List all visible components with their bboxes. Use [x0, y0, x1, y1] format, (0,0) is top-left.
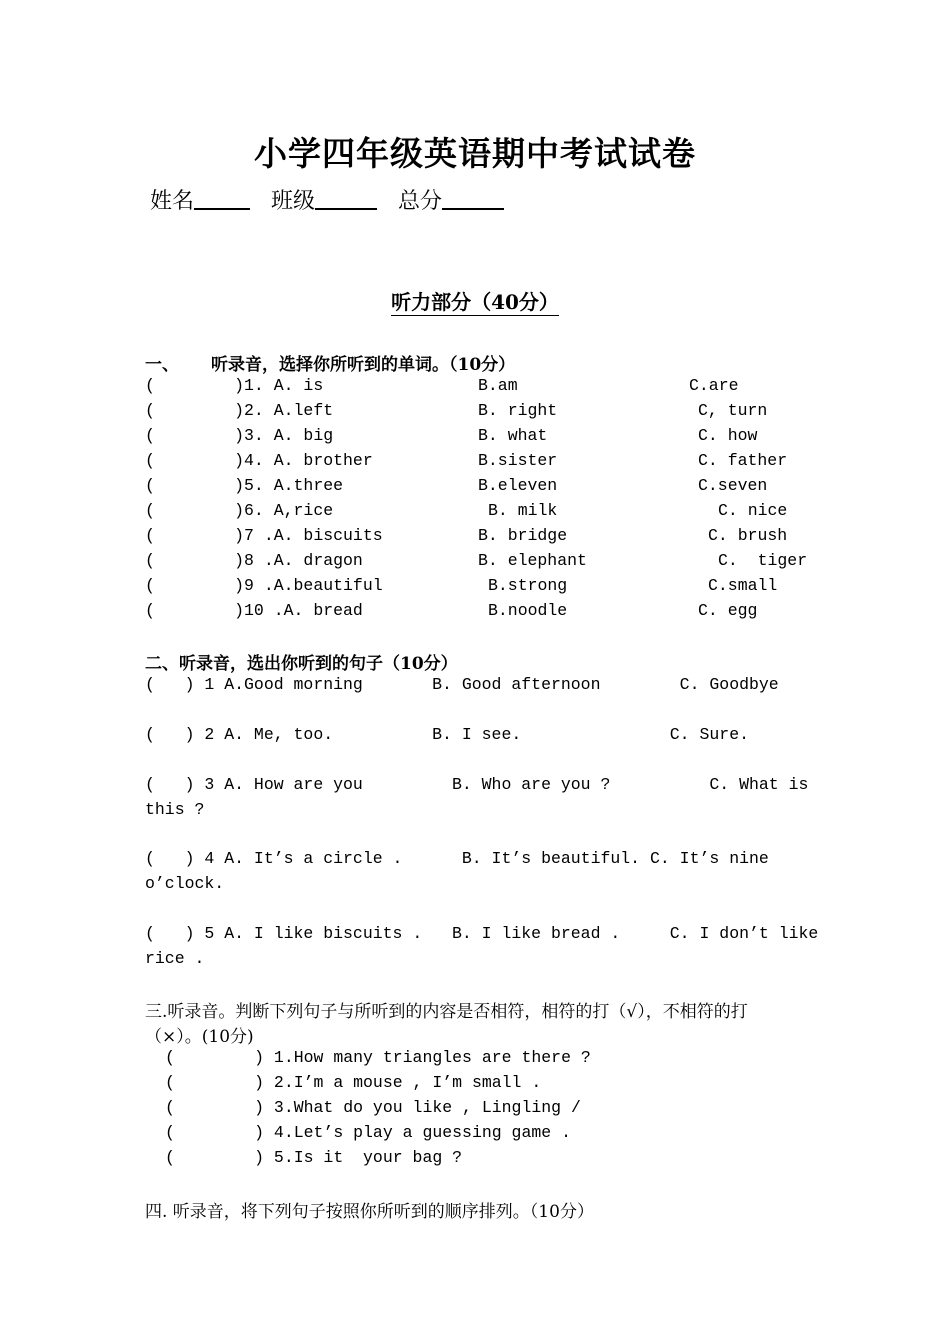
section1-item-option-c: C.small [708, 576, 778, 595]
section1-item-option-c: C. nice [718, 501, 788, 520]
section1-item-option-b: B. elephant [478, 551, 587, 570]
class-label: 班级 [271, 189, 316, 214]
section1-item-option-c: C.are [689, 376, 739, 395]
student-info-line [150, 184, 504, 215]
section2-item-line2: this ? [145, 800, 205, 819]
section1-item-option-b: B. bridge [478, 526, 568, 545]
section2-title: 二、听录音，选出你听到的句子（10分） [145, 654, 458, 674]
name-label: 姓名 [150, 189, 195, 214]
section1-item-option-c: C, turn [698, 401, 768, 420]
section2-item-line2: rice . [145, 949, 205, 968]
section4-title: 四. 听录音，将下列句子按照你所听到的顺序排列。（10分） [145, 1202, 594, 1222]
section2-item-line1: ( ) 5 A. I like biscuits . B. I like bread . C. I don’t like [145, 924, 819, 943]
section1-item-option-a: ( )5. A.three [145, 476, 344, 495]
section3-item: ( ) 1.How many triangles are there ? [165, 1048, 591, 1067]
section3-item: ( ) 3.What do you like , Lingling / [165, 1098, 581, 1117]
section3-item: ( ) 2.I’m a mouse , I’m small . [165, 1073, 542, 1092]
section2-item-line1: ( ) 1 A.Good morning B. Good afternoon C. Goodbye [145, 675, 779, 694]
section1-item-option-c: C. brush [708, 526, 788, 545]
section1-item-option-a: ( )6. A,rice [145, 501, 334, 520]
section1-item-option-b: B. milk [488, 501, 558, 520]
section1-item-option-c: C. tiger [718, 551, 808, 570]
section1-item-option-a: ( )10 .A. bread [145, 601, 363, 620]
listening-section-header: 听力部分（40分） [391, 290, 559, 314]
name-blank[interactable] [194, 186, 250, 210]
section3-title-line1: 三.听录音。判断下列句子与所听到的内容是否相符，相符的打（√），不相符的打 [145, 1002, 748, 1022]
section1-item-option-c: C.seven [698, 476, 768, 495]
section1-item-option-a: ( )2. A.left [145, 401, 334, 420]
section1-item-option-a: ( )1. A. is [145, 376, 324, 395]
section1-title: 听录音，选择你所听到的单词。（10分） [211, 355, 516, 375]
section1-item-option-b: B. right [478, 401, 558, 420]
section3-item: ( ) 5.Is it your bag ? [165, 1148, 463, 1167]
section2-item-line1: ( ) 4 A. It’s a circle . B. It’s beautiful. C. It’s nine [145, 849, 769, 868]
section2-item-line2: o’clock. [145, 874, 225, 893]
section1-item-option-c: C. father [698, 451, 788, 470]
section1-item-option-a: ( )4. A. brother [145, 451, 373, 470]
section1-item-option-a: ( )7 .A. biscuits [145, 526, 383, 545]
section1-number: 一、 [145, 355, 179, 375]
exam-title: 小学四年级英语期中考试试卷 [254, 134, 696, 173]
section1-item-option-b: B.eleven [478, 476, 558, 495]
score-label: 总分 [398, 189, 443, 214]
section1-item-option-b: B.strong [488, 576, 568, 595]
section1-item-option-c: C. how [698, 426, 758, 445]
section1-item-option-b: B.noodle [488, 601, 568, 620]
section3-title-line2: （×）。(10分) [145, 1027, 254, 1047]
section1-item-option-a: ( )8 .A. dragon [145, 551, 363, 570]
section1-item-option-c: C. egg [698, 601, 758, 620]
section1-item-option-b: B.sister [478, 451, 558, 470]
section2-item-line1: ( ) 3 A. How are you B. Who are you ? C. What is [145, 775, 809, 794]
section3-item: ( ) 4.Let’s play a guessing game . [165, 1123, 571, 1142]
section1-item-option-a: ( )9 .A.beautiful [145, 576, 383, 595]
section2-item-line1: ( ) 2 A. Me, too. B. I see. C. Sure. [145, 725, 749, 744]
section1-item-option-b: B.am [478, 376, 518, 395]
class-blank[interactable] [315, 186, 377, 210]
section1-item-option-a: ( )3. A. big [145, 426, 334, 445]
section1-item-option-b: B. what [478, 426, 548, 445]
score-blank[interactable] [442, 186, 504, 210]
